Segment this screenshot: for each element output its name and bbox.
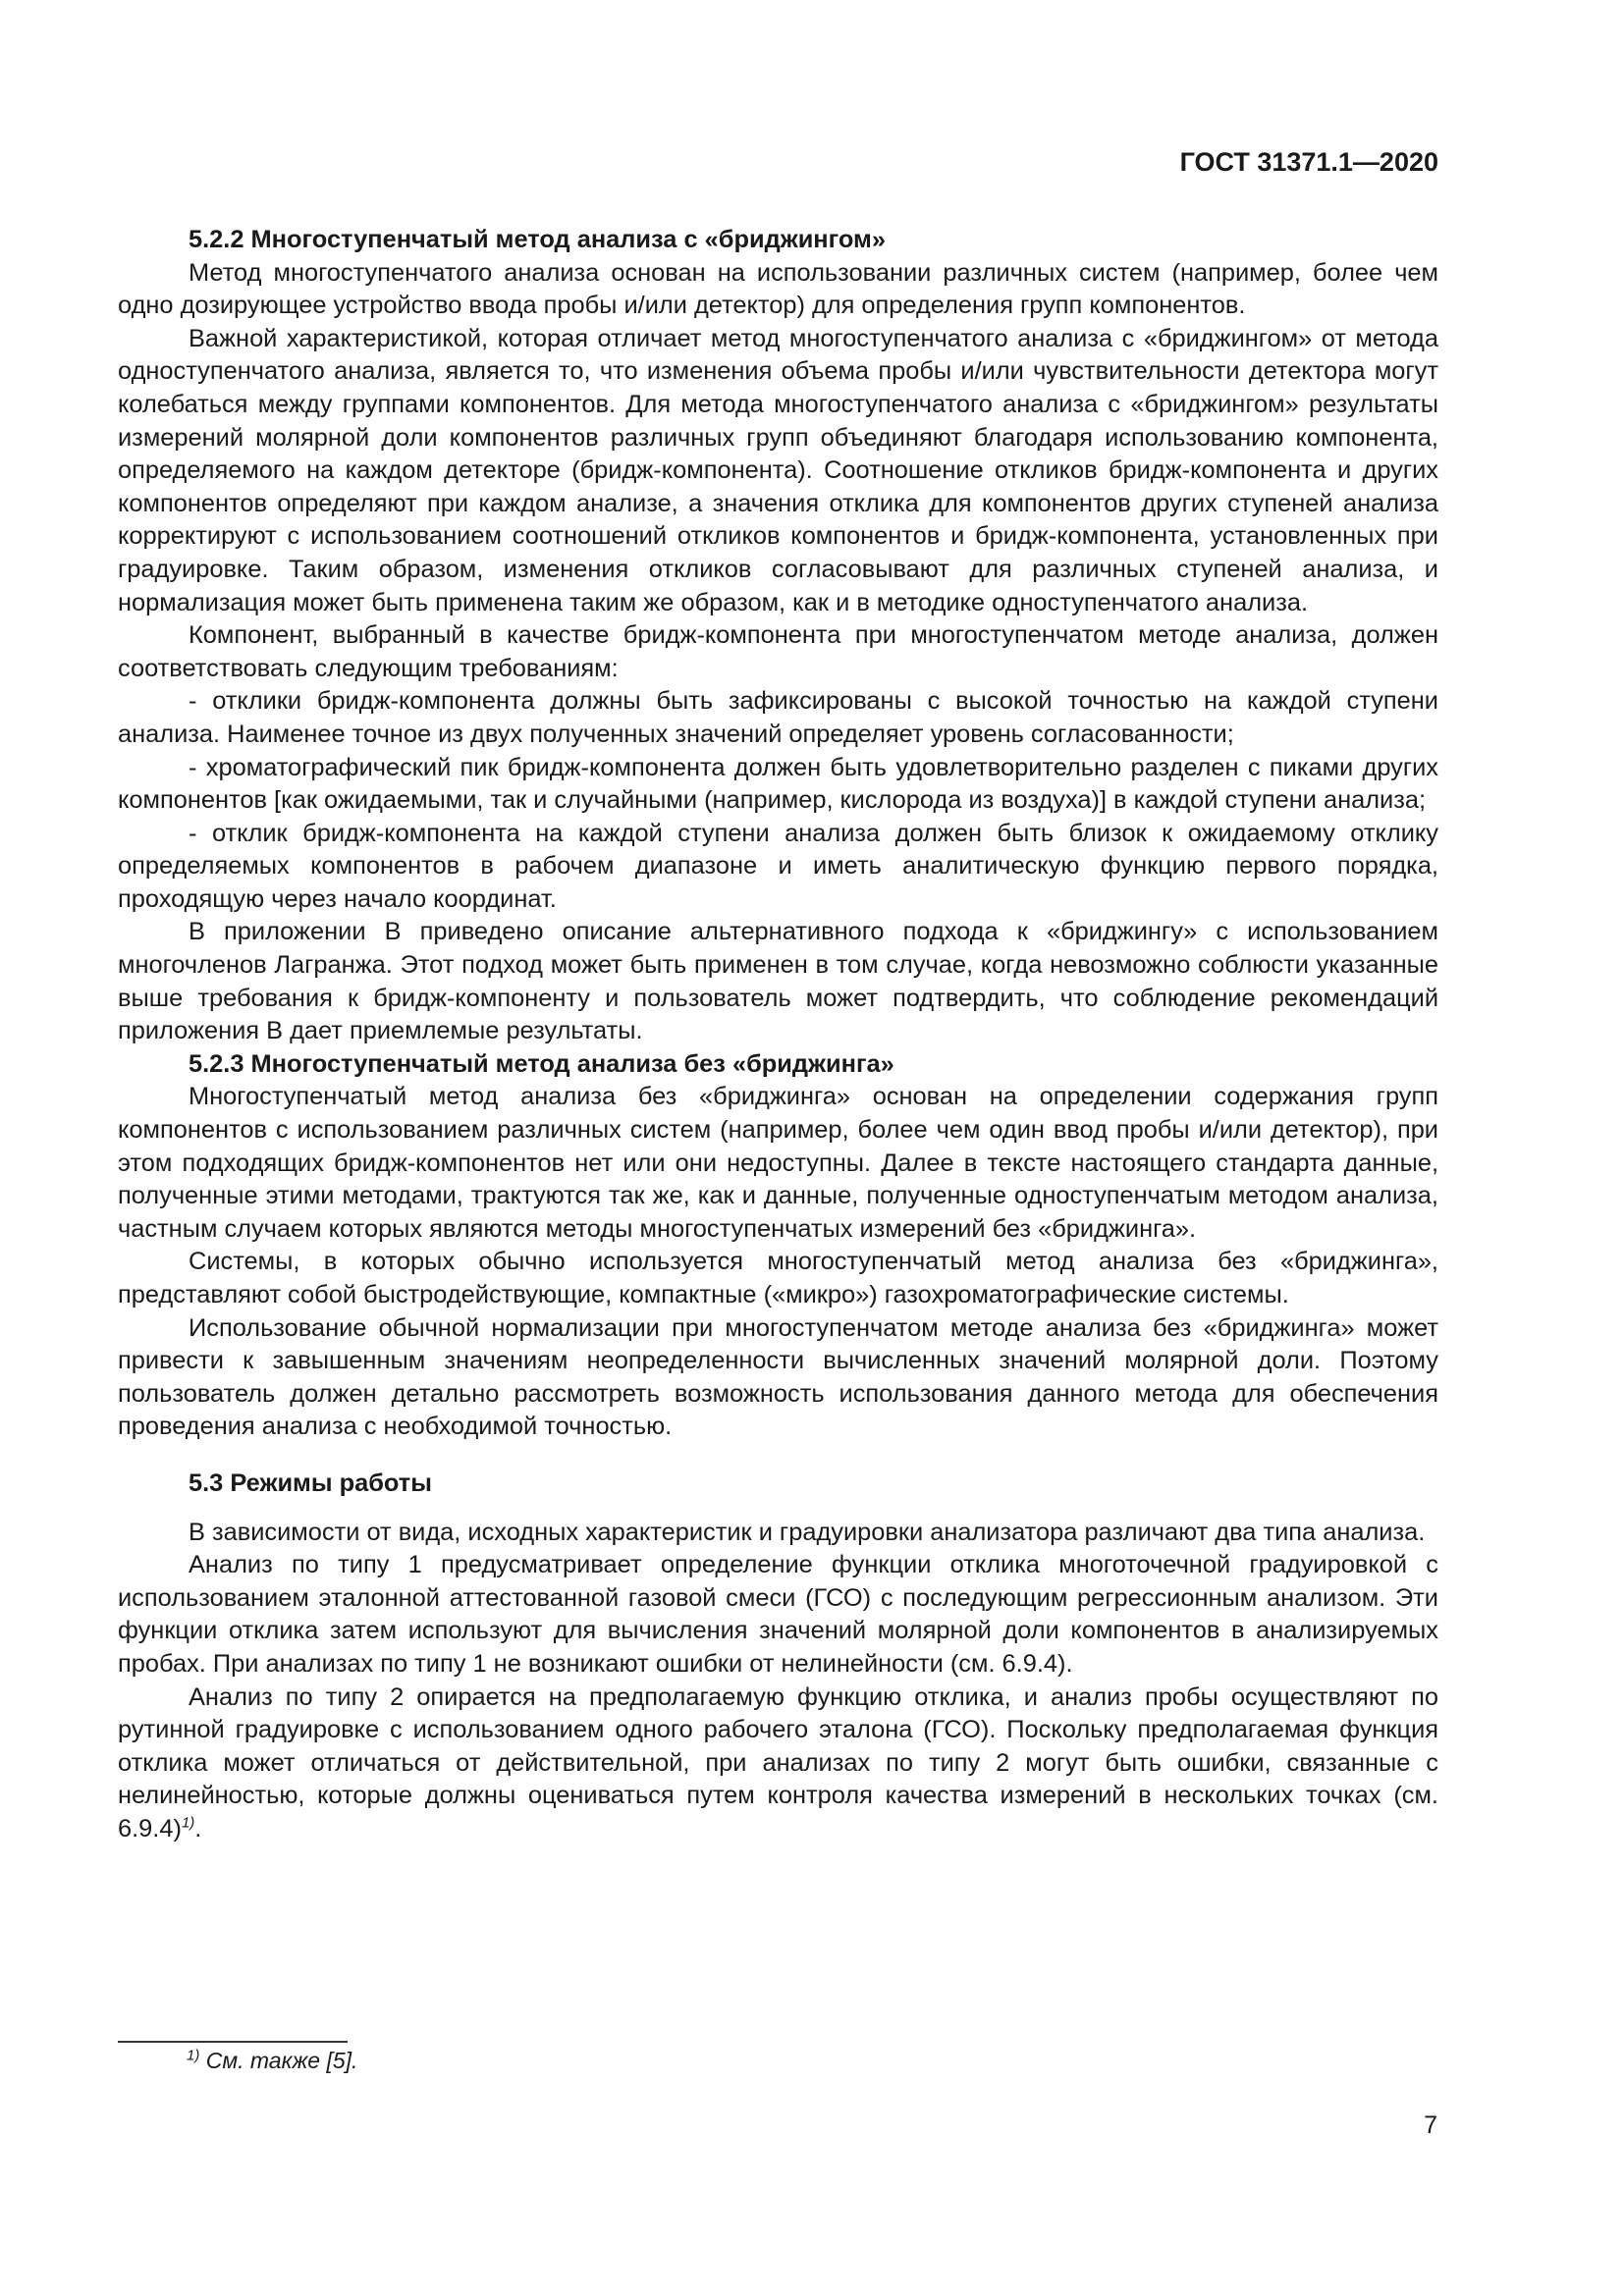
list-item: - хроматографический пик бридж-компонента должен быть удовлетворительно разделен с пиками других компонентов [как ожидаемыми, так и случайными (например, кислорода из воздуха)] в каждой ступени анализа; [118,753,1438,815]
footnote-reference[interactable]: 1) [181,1814,195,1832]
heading-5-3: 5.3 Режимы работы [189,1468,432,1497]
paragraph: Важной характеристикой, которая отличает метод многоступенчатого анализа с «бриджингом» от метода одноступенчатого анализа, является то, что изменения объема пробы и/или чувствительности детектора могут колебаться между группами компонентов. Для метода многоступенчатого анализа с «бриджингом» результаты измерений молярной доли компонентов различных групп объединяют благодаря использованию компонента, определяемого на каждом детекторе (бридж-компонента). Соотношение откликов бридж-компонента и других компонентов определяют при каждом анализе, а значения отклика для компонентов других ступеней анализа корректируют с использованием соотношений откликов компонентов и бридж-компонента, установленных при градуировке. Таким образом, изменения откликов согласовывают для различных ступеней анализа, и нормализация может быть применена таким же образом, как и в методике одноступенчатого анализа. [118,324,1438,616]
paragraph: Компонент, выбранный в качестве бридж-компонента при многоступенчатом методе анализа, должен соответствовать следующим требованиям: [118,621,1438,682]
standard-designation: ГОСТ 31371.1—2020 [1179,147,1438,177]
footnote-text: См. также [5]. [205,2048,358,2073]
heading-5-2-3: 5.2.3 Многоступенчатый метод анализа без «бриджинга» [189,1049,894,1078]
footnote-mark: 1) [187,2047,200,2064]
paragraph: Многоступенчатый метод анализа без «бриджинга» основан на определении содержания групп компонентов с использованием различных систем (например, более чем один ввод пробы и/или детектор), при этом подходящих бридж-компонентов нет или они недоступны. Далее в тексте настоящего стандарта данные, полученные этими методами, трактуются так же, как и данные, полученные одноступенчатым методом анализа, частным случаем которых являются методы многоступенчатых измерений без «бриджинга». [118,1083,1438,1243]
list-item: - отклик бридж-компонента на каждой ступени анализа должен быть близок к ожидаемому отклику определяемых компонентов в рабочем диапазоне и иметь аналитическую функцию первого порядка, проходящую через начало координат. [118,819,1438,913]
paragraph: Системы, в которых обычно используется многоступенчатый метод анализа без «бриджинга», представляют собой быстродействующие, компактные («микро») газохроматографические системы. [118,1248,1438,1308]
paragraph: В зависимости от вида, исходных характеристик и градуировки анализатора различают два типа анализа. [189,1518,1426,1546]
paragraph: Анализ по типу 1 предусматривает определение функции отклика многоточечной градуировкой с использованием эталонной аттестованной газовой смеси (ГСО) с последующим регрессионным анализом. Эти функции отклика затем используют для вычисления значений молярной доли компонентов в анализируемых пробах. При анализах по типу 1 не возникают ошибки от нелинейности (см. 6.9.4). [118,1551,1438,1678]
paragraph: Метод многоступенчатого анализа основан на использовании различных систем (например, более чем одно дозирующее устройство ввода пробы и/или детектор) для определения групп компонентов. [118,258,1438,320]
paragraph: Использование обычной нормализации при многоступенчатом методе анализа без «бриджинга» может привести к завышенным значениям неопределенности вычисленных значений молярной доли. Поэтому пользователь должен детально рассмотреть возможность использования данного метода для обеспечения проведения анализа с необходимой точностью. [118,1313,1438,1441]
paragraph [118,1682,1438,1846]
main-text [118,224,1438,1846]
footnote [187,2048,357,2074]
paragraph-text: Анализ по типу 2 опирается на предполагаемую функцию отклика, и анализ пробы осуществляют по рутинной градуировке с использованием одного рабочего эталона (ГСО). Поскольку предполагаемая функция отклика может отличаться от действительной, при анализах по типу 2 могут быть ошибки, связанные с нелинейностью, которые должны оцениваться путем контроля качества измерений в нескольких точках (см. 6.9.4) [118,1682,1438,1842]
page-number: 7 [1424,2111,1437,2139]
heading-5-2-2: 5.2.2 Многоступенчатый метод анализа с «бриджингом» [189,226,886,253]
paragraph: В приложении В приведено описание альтернативного подхода к «бриджингу» с использованием многочленов Лагранжа. Этот подход может быть применен в том случае, когда невозможно соблюсти указанные выше требования к бридж-компоненту и пользователь может подтвердить, что соблюдение рекомендаций приложения В дает приемлемые результаты. [118,918,1438,1045]
list-item: - отклики бридж-компонента должны быть зафиксированы с высокой точностью на каждой ступени анализа. Наименее точное из двух полученных значений определяет уровень согласованности; [118,687,1438,748]
paragraph-end: . [194,1814,202,1842]
footnote-separator [118,2041,348,2043]
